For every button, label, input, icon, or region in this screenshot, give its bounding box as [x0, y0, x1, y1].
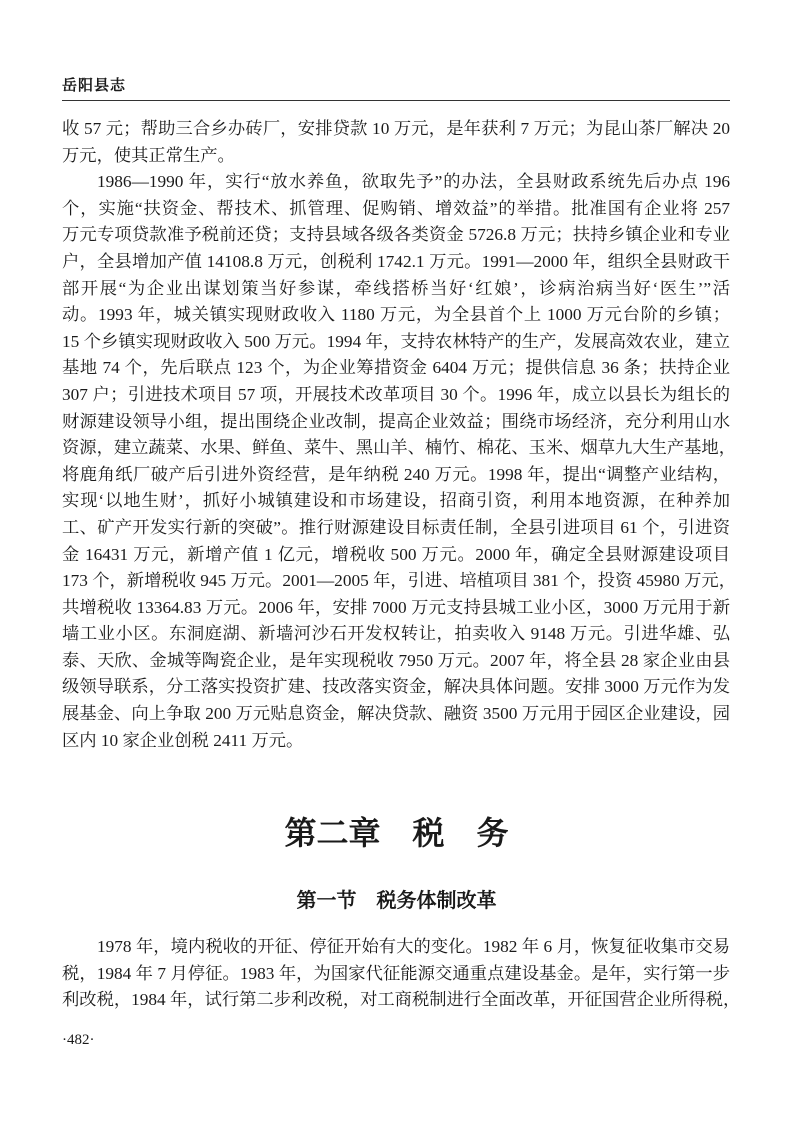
text-line: 307 户；引进技术项目 57 项，开展技术改革项目 30 个。1996 年，成立以县长为组长的 [62, 384, 730, 404]
text-line: 泰、天欣、金城等陶瓷企业，是年实现税收 7950 万元。2007 年，将全县 28 家企业由县 [62, 650, 730, 670]
text-line: 财源建设领导小组，提出围绕企业改制，提高企业效益；围绕市场经济，充分利用山水 [62, 411, 730, 431]
text-line: 将鹿角纸厂破产后引进外资经营，是年纳税 240 万元。1998 年，提出“调整产业结构， [62, 464, 730, 484]
text-line: 173 个，新增税收 945 万元。2001—2005 年，引进、培植项目 381 个，投资 45980 万元， [62, 571, 736, 591]
chapter-title: 第二章 税 务 [284, 815, 509, 851]
body-text-bottom [62, 934, 741, 1014]
text-line: 资源，建立蔬菜、水果、鲜鱼、菜牛、黑山羊、楠竹、棉花、玉米、烟草九大生产基地， [62, 438, 736, 458]
text-line: 个，实施“扶资金、帮技术、抓管理、促购销、增效益”的举措。批准国有企业将 257 [62, 198, 730, 218]
text-line: 实现‘以地生财’，抓好小城镇建设和市场建设，招商引资，利用本地资源，在种养加 [62, 491, 730, 511]
text-line: 税，1984 年 7 月停征。1983 年，为国家代征能源交通重点建设基金。是年，实行第一步 [62, 963, 730, 983]
page-number: ·482· [62, 1032, 95, 1048]
text-line: 区内 10 家企业创税 2411 万元。 [62, 730, 304, 750]
header-rule [62, 100, 730, 101]
text-line: 户，全县增加产值 14108.8 万元，创税利 1742.1 万元。1991—2000 年，组织全县财政干 [62, 251, 730, 271]
text-line: 共增税收 13364.83 万元。2006 年，安排 7000 万元支持县城工业小区，3000 万元用于新 [62, 597, 730, 617]
text-line: 1978 年，境内税收的开征、停征开始有大的变化。1982 年 6 月，恢复征收集市交易 [97, 937, 730, 956]
text-line: 利改税，1984 年，试行第二步利改税，对工商税制进行全面改革，开征国营企业所得税， [62, 990, 741, 1010]
text-line: 工、矿产开发实行新的突破”。推行财源建设目标责任制，全县引进项目 61 个，引进资 [62, 517, 730, 537]
text-line: 动。1993 年，城关镇实现财政收入 1180 万元，为全县首个上 1000 万元台阶的乡镇； [62, 305, 730, 325]
running-header-title: 岳阳县志 [62, 77, 127, 94]
text-line: 金 16431 万元，新增产值 1 亿元，增税收 500 万元。2000 年，确定全县财源建设项目 [62, 544, 730, 564]
text-line: 级领导联系，分工落实投资扩建、技改落实资金，解决具体问题。安排 3000 万元作为发 [62, 677, 730, 697]
text-line: 1986—1990 年，实行“放水养鱼，欲取先予”的办法，全县财政系统先后办点 196 [97, 172, 730, 192]
text-line: 展基金、向上争取 200 万元贴息资金，解决贷款、融资 3500 万元用于园区企业建设，园 [62, 704, 730, 724]
body-text-top [62, 116, 736, 754]
section-title: 第一节 税务体制改革 [296, 890, 497, 912]
text-line: 收 57 元；帮助三合乡办砖厂，安排贷款 10 万元，是年获利 7 万元；为昆山茶厂解决 20 [62, 119, 730, 138]
text-line: 基地 74 个，先后联点 123 个，为企业筹措资金 6404 万元；提供信息 36 条；扶持企业 [62, 358, 730, 378]
text-line: 万元，使其正常生产。 [62, 145, 235, 165]
text-line: 墙工业小区。东洞庭湖、新墙河沙石开发权转让，拍卖收入 9148 万元。引进华雄、弘 [62, 624, 730, 644]
text-line: 万元专项贷款准予税前还贷；支持县域各级各类资金 5726.8 万元；扶持乡镇企业和专业 [62, 225, 730, 245]
text-line: 15 个乡镇实现财政收入 500 万元。1994 年，支持农林特产的生产，发展高效农业，建立 [62, 331, 730, 351]
text-line: 部开展“为企业出谋划策当好参谋，牵线搭桥当好‘红娘’，诊病治病当好‘医生’”活 [62, 278, 730, 298]
